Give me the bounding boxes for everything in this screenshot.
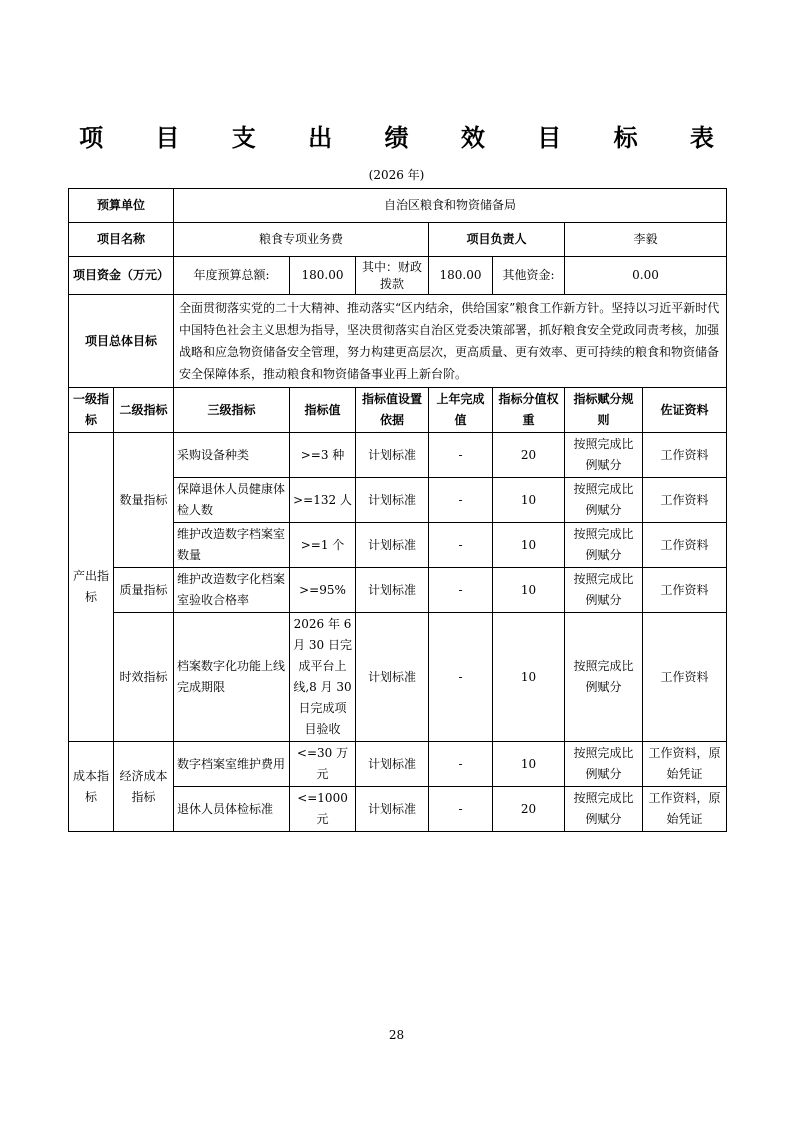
other-funds-label: 其他资金: xyxy=(493,257,565,295)
indicator-weight: 10 xyxy=(493,478,565,523)
indicator-name: 保障退休人员健康体检人数 xyxy=(174,478,290,523)
group-quantity: 数量指标 xyxy=(114,433,174,568)
indicator-basis: 计划标准 xyxy=(356,478,429,523)
indicator-name: 采购设备种类 xyxy=(174,433,290,478)
indicator-basis: 计划标准 xyxy=(356,523,429,568)
indicator-name: 维护改造数字化档案室验收合格率 xyxy=(174,568,290,613)
group-timeliness: 时效指标 xyxy=(114,613,174,742)
indicator-basis: 计划标准 xyxy=(356,613,429,742)
overall-goal-label: 项目总体目标 xyxy=(69,295,174,388)
budget-unit-label: 预算单位 xyxy=(69,189,174,223)
project-funds-label: 项目资金（万元） xyxy=(69,257,174,295)
indicator-last-year: - xyxy=(429,568,493,613)
page-number: 28 xyxy=(388,1028,405,1042)
overall-goal-row xyxy=(69,295,727,388)
project-leader-label: 项目负责人 xyxy=(429,223,565,257)
indicator-evidence: 工作资料 xyxy=(643,433,727,478)
table-row xyxy=(69,433,727,478)
table-row xyxy=(69,568,727,613)
fiscal-allocation-label: 其中：财政拨款 xyxy=(356,257,429,295)
budget-unit-row xyxy=(69,189,727,223)
indicator-evidence: 工作资料，原始凭证 xyxy=(643,787,727,832)
indicator-rule: 按照完成比例赋分 xyxy=(565,478,643,523)
project-leader-value: 李毅 xyxy=(565,223,727,257)
indicator-basis: 计划标准 xyxy=(356,433,429,478)
budget-unit-value: 自治区粮食和物资储备局 xyxy=(174,189,727,223)
annual-total-value: 180.00 xyxy=(290,257,356,295)
indicator-rule: 按照完成比例赋分 xyxy=(565,787,643,832)
group-econ-cost: 经济成本指标 xyxy=(114,742,174,832)
indicator-basis: 计划标准 xyxy=(356,568,429,613)
indicator-weight: 10 xyxy=(493,568,565,613)
indicator-last-year: - xyxy=(429,787,493,832)
indicator-name: 维护改造数字档案室数量 xyxy=(174,523,290,568)
indicator-weight: 10 xyxy=(493,742,565,787)
indicator-name: 档案数字化功能上线完成期限 xyxy=(174,613,290,742)
header-level3: 三级指标 xyxy=(174,388,290,433)
indicator-evidence: 工作资料 xyxy=(643,478,727,523)
indicator-evidence: 工作资料，原始凭证 xyxy=(643,742,727,787)
header-rule: 指标赋分规则 xyxy=(565,388,643,433)
indicator-value: >=95% xyxy=(290,568,356,613)
indicator-last-year: - xyxy=(429,478,493,523)
project-name-label: 项目名称 xyxy=(69,223,174,257)
indicator-evidence: 工作资料 xyxy=(643,523,727,568)
indicator-basis: 计划标准 xyxy=(356,742,429,787)
header-value: 指标值 xyxy=(290,388,356,433)
group-output: 产出指标 xyxy=(69,433,114,742)
header-weight: 指标分值权重 xyxy=(493,388,565,433)
fiscal-allocation-value: 180.00 xyxy=(429,257,493,295)
indicator-weight: 10 xyxy=(493,523,565,568)
overall-goal-text: 全面贯彻落实党的二十大精神、推动落实“区内结余，供给国家”粮食工作新方针。坚持以习近平新时代中国特色社会主义思想为指导，坚决贯彻落实自治区党委决策部署，抓好粮食安全党政同责考核，加强战略和应急物资储备安全管理，努力构建更高层次，更高质量、更有效率、更可持续的粮食和物资储备安全保障体系，推动粮食和物资储备事业再上新台阶。 xyxy=(174,295,727,388)
annual-total-label: 年度预算总额: xyxy=(174,257,290,295)
header-last-year: 上年完成值 xyxy=(429,388,493,433)
indicator-name: 退休人员体检标准 xyxy=(174,787,290,832)
indicator-evidence: 工作资料 xyxy=(643,568,727,613)
indicator-rule: 按照完成比例赋分 xyxy=(565,433,643,478)
indicator-rule: 按照完成比例赋分 xyxy=(565,613,643,742)
indicator-rule: 按照完成比例赋分 xyxy=(565,568,643,613)
table-row xyxy=(69,742,727,787)
header-level1: 一级指标 xyxy=(69,388,114,433)
indicator-value: >=132 人 xyxy=(290,478,356,523)
indicator-value: <=30 万元 xyxy=(290,742,356,787)
performance-target-table xyxy=(68,188,727,832)
header-level2: 二级指标 xyxy=(114,388,174,433)
indicator-value: <=1000 元 xyxy=(290,787,356,832)
indicator-weight: 10 xyxy=(493,613,565,742)
header-evidence: 佐证资料 xyxy=(643,388,727,433)
indicator-name: 数字档案室维护费用 xyxy=(174,742,290,787)
indicator-value: >=3 种 xyxy=(290,433,356,478)
indicator-rule: 按照完成比例赋分 xyxy=(565,742,643,787)
group-quality: 质量指标 xyxy=(114,568,174,613)
indicator-last-year: - xyxy=(429,433,493,478)
indicator-last-year: - xyxy=(429,613,493,742)
header-basis: 指标值设置依据 xyxy=(356,388,429,433)
indicator-value: 2026 年 6 月 30 日完成平台上线,8 月 30 日完成项目验收 xyxy=(290,613,356,742)
indicator-last-year: - xyxy=(429,523,493,568)
indicator-weight: 20 xyxy=(493,433,565,478)
indicator-evidence: 工作资料 xyxy=(643,613,727,742)
project-name-row xyxy=(69,223,727,257)
page-title: 项 目 支 出 绩 效 目 标 表 xyxy=(79,124,736,152)
group-cost: 成本指标 xyxy=(69,742,114,832)
indicator-rule: 按照完成比例赋分 xyxy=(565,523,643,568)
project-funds-row xyxy=(69,257,727,295)
indicator-value: >=1 个 xyxy=(290,523,356,568)
year-label: (2026 年) xyxy=(368,168,425,182)
indicator-basis: 计划标准 xyxy=(356,787,429,832)
indicator-header-row xyxy=(69,388,727,433)
indicator-weight: 20 xyxy=(493,787,565,832)
project-name-value: 粮食专项业务费 xyxy=(174,223,429,257)
other-funds-value: 0.00 xyxy=(565,257,727,295)
table-row xyxy=(69,613,727,742)
indicator-last-year: - xyxy=(429,742,493,787)
